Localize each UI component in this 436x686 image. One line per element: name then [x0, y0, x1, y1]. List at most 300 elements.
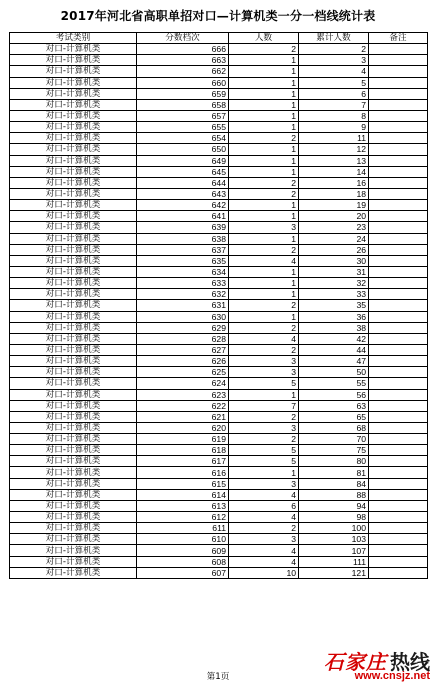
header-remarks: 备注	[369, 33, 428, 44]
table-row	[10, 133, 428, 144]
table-row	[10, 512, 428, 523]
cell-score: 616	[137, 467, 229, 478]
cell-category: 对口-计算机类	[10, 445, 137, 456]
cell-score: 629	[137, 322, 229, 333]
cell-category: 对口-计算机类	[10, 278, 137, 289]
cell-score: 657	[137, 110, 229, 121]
cell-remarks	[369, 200, 428, 211]
cell-score: 658	[137, 99, 229, 110]
cell-count: 1	[229, 99, 299, 110]
watermark-hot: 热线	[390, 650, 430, 674]
cell-count: 2	[229, 322, 299, 333]
table-row	[10, 144, 428, 155]
cell-count: 3	[229, 367, 299, 378]
cell-category: 对口-计算机类	[10, 311, 137, 322]
cell-category: 对口-计算机类	[10, 422, 137, 433]
table-row	[10, 434, 428, 445]
cell-category: 对口-计算机类	[10, 333, 137, 344]
cell-count: 3	[229, 422, 299, 433]
table-row	[10, 556, 428, 567]
cell-score: 644	[137, 177, 229, 188]
cell-remarks	[369, 133, 428, 144]
cell-count: 2	[229, 344, 299, 355]
cell-remarks	[369, 122, 428, 133]
cell-count: 2	[229, 434, 299, 445]
cell-category: 对口-计算机类	[10, 378, 137, 389]
cell-count: 2	[229, 300, 299, 311]
cell-category: 对口-计算机类	[10, 434, 137, 445]
cell-category: 对口-计算机类	[10, 512, 137, 523]
cell-cumulative: 44	[299, 344, 369, 355]
cell-remarks	[369, 110, 428, 121]
cell-cumulative: 80	[299, 456, 369, 467]
cell-remarks	[369, 222, 428, 233]
cell-remarks	[369, 255, 428, 266]
cell-remarks	[369, 322, 428, 333]
cell-remarks	[369, 400, 428, 411]
table-row	[10, 467, 428, 478]
cell-count: 1	[229, 278, 299, 289]
cell-score: 643	[137, 188, 229, 199]
table-row	[10, 489, 428, 500]
cell-count: 2	[229, 177, 299, 188]
table-row	[10, 88, 428, 99]
cell-score: 615	[137, 478, 229, 489]
cell-remarks	[369, 166, 428, 177]
cell-cumulative: 84	[299, 478, 369, 489]
cell-cumulative: 38	[299, 322, 369, 333]
cell-count: 10	[229, 567, 299, 578]
cell-cumulative: 47	[299, 356, 369, 367]
cell-cumulative: 11	[299, 133, 369, 144]
cell-score: 608	[137, 556, 229, 567]
cell-score: 619	[137, 434, 229, 445]
cell-count: 3	[229, 478, 299, 489]
cell-cumulative: 2	[299, 44, 369, 55]
table-row	[10, 534, 428, 545]
cell-remarks	[369, 266, 428, 277]
cell-remarks	[369, 523, 428, 534]
cell-remarks	[369, 545, 428, 556]
cell-remarks	[369, 344, 428, 355]
cell-remarks	[369, 77, 428, 88]
cell-remarks	[369, 311, 428, 322]
cell-score: 663	[137, 55, 229, 66]
cell-cumulative: 31	[299, 266, 369, 277]
cell-cumulative: 68	[299, 422, 369, 433]
cell-score: 607	[137, 567, 229, 578]
table-row	[10, 567, 428, 578]
cell-score: 610	[137, 534, 229, 545]
cell-category: 对口-计算机类	[10, 99, 137, 110]
cell-category: 对口-计算机类	[10, 500, 137, 511]
cell-cumulative: 30	[299, 255, 369, 266]
cell-category: 对口-计算机类	[10, 556, 137, 567]
cell-count: 1	[229, 467, 299, 478]
cell-cumulative: 88	[299, 489, 369, 500]
table-row	[10, 311, 428, 322]
cell-remarks	[369, 144, 428, 155]
cell-count: 1	[229, 66, 299, 77]
table-row	[10, 66, 428, 77]
cell-cumulative: 63	[299, 400, 369, 411]
cell-score: 649	[137, 155, 229, 166]
table-row	[10, 244, 428, 255]
cell-count: 1	[229, 144, 299, 155]
cell-count: 1	[229, 266, 299, 277]
watermark-brand: 石家庄	[324, 650, 387, 674]
watermark-url: www.cnsjz.net	[354, 670, 430, 682]
cell-score: 641	[137, 211, 229, 222]
table-row	[10, 200, 428, 211]
cell-cumulative: 32	[299, 278, 369, 289]
cell-count: 3	[229, 356, 299, 367]
table-row	[10, 478, 428, 489]
cell-cumulative: 98	[299, 512, 369, 523]
cell-category: 对口-计算机类	[10, 66, 137, 77]
cell-score: 621	[137, 411, 229, 422]
cell-category: 对口-计算机类	[10, 411, 137, 422]
cell-category: 对口-计算机类	[10, 110, 137, 121]
table-header-row	[10, 33, 428, 44]
cell-category: 对口-计算机类	[10, 322, 137, 333]
cell-score: 625	[137, 367, 229, 378]
document-title: 2017年河北省高职单招对口—计算机类一分一档线统计表	[60, 9, 376, 23]
cell-remarks	[369, 300, 428, 311]
table-row	[10, 422, 428, 433]
cell-count: 2	[229, 523, 299, 534]
cell-remarks	[369, 66, 428, 77]
cell-score: 659	[137, 88, 229, 99]
cell-cumulative: 36	[299, 311, 369, 322]
table-row	[10, 278, 428, 289]
cell-score: 624	[137, 378, 229, 389]
cell-score: 620	[137, 422, 229, 433]
cell-remarks	[369, 467, 428, 478]
table-row	[10, 211, 428, 222]
cell-score: 612	[137, 512, 229, 523]
cell-score: 613	[137, 500, 229, 511]
cell-category: 对口-计算机类	[10, 367, 137, 378]
cell-score: 639	[137, 222, 229, 233]
cell-cumulative: 35	[299, 300, 369, 311]
cell-remarks	[369, 422, 428, 433]
cell-category: 对口-计算机类	[10, 177, 137, 188]
cell-cumulative: 3	[299, 55, 369, 66]
cell-remarks	[369, 177, 428, 188]
table-row	[10, 400, 428, 411]
cell-count: 1	[229, 155, 299, 166]
cell-count: 4	[229, 556, 299, 567]
cell-count: 3	[229, 222, 299, 233]
cell-remarks	[369, 278, 428, 289]
cell-remarks	[369, 445, 428, 456]
score-table	[9, 32, 428, 579]
cell-count: 4	[229, 255, 299, 266]
table-row	[10, 389, 428, 400]
cell-count: 2	[229, 188, 299, 199]
cell-remarks	[369, 367, 428, 378]
cell-cumulative: 50	[299, 367, 369, 378]
cell-count: 1	[229, 233, 299, 244]
cell-count: 1	[229, 77, 299, 88]
cell-cumulative: 13	[299, 155, 369, 166]
cell-remarks	[369, 378, 428, 389]
cell-remarks	[369, 289, 428, 300]
cell-cumulative: 26	[299, 244, 369, 255]
cell-category: 对口-计算机类	[10, 567, 137, 578]
table-row	[10, 445, 428, 456]
cell-remarks	[369, 456, 428, 467]
cell-count: 1	[229, 55, 299, 66]
cell-cumulative: 107	[299, 545, 369, 556]
cell-count: 1	[229, 211, 299, 222]
table-row	[10, 166, 428, 177]
cell-count: 1	[229, 166, 299, 177]
cell-cumulative: 8	[299, 110, 369, 121]
cell-category: 对口-计算机类	[10, 211, 137, 222]
cell-remarks	[369, 211, 428, 222]
cell-score: 654	[137, 133, 229, 144]
cell-count: 3	[229, 534, 299, 545]
cell-category: 对口-计算机类	[10, 389, 137, 400]
cell-score: 628	[137, 333, 229, 344]
cell-score: 642	[137, 200, 229, 211]
cell-remarks	[369, 155, 428, 166]
cell-count: 7	[229, 400, 299, 411]
cell-score: 622	[137, 400, 229, 411]
cell-remarks	[369, 44, 428, 55]
table-row	[10, 456, 428, 467]
cell-count: 1	[229, 311, 299, 322]
cell-count: 2	[229, 244, 299, 255]
cell-remarks	[369, 88, 428, 99]
table-row	[10, 344, 428, 355]
cell-cumulative: 20	[299, 211, 369, 222]
cell-category: 对口-计算机类	[10, 534, 137, 545]
cell-category: 对口-计算机类	[10, 344, 137, 355]
cell-cumulative: 70	[299, 434, 369, 445]
table-row	[10, 356, 428, 367]
cell-category: 对口-计算机类	[10, 456, 137, 467]
cell-remarks	[369, 99, 428, 110]
cell-score: 632	[137, 289, 229, 300]
cell-category: 对口-计算机类	[10, 478, 137, 489]
cell-score: 662	[137, 66, 229, 77]
table-row	[10, 233, 428, 244]
cell-cumulative: 65	[299, 411, 369, 422]
cell-category: 对口-计算机类	[10, 88, 137, 99]
cell-cumulative: 14	[299, 166, 369, 177]
cell-cumulative: 4	[299, 66, 369, 77]
cell-remarks	[369, 389, 428, 400]
cell-cumulative: 5	[299, 77, 369, 88]
cell-category: 对口-计算机类	[10, 255, 137, 266]
cell-count: 1	[229, 110, 299, 121]
cell-score: 660	[137, 77, 229, 88]
cell-remarks	[369, 188, 428, 199]
header-cumulative: 累计人数	[299, 33, 369, 44]
cell-count: 5	[229, 378, 299, 389]
table-row	[10, 300, 428, 311]
cell-score: 631	[137, 300, 229, 311]
cell-score: 609	[137, 545, 229, 556]
table-row	[10, 367, 428, 378]
cell-cumulative: 81	[299, 467, 369, 478]
cell-remarks	[369, 411, 428, 422]
cell-category: 对口-计算机类	[10, 200, 137, 211]
cell-category: 对口-计算机类	[10, 300, 137, 311]
cell-category: 对口-计算机类	[10, 244, 137, 255]
table-row	[10, 122, 428, 133]
table-row	[10, 44, 428, 55]
cell-cumulative: 6	[299, 88, 369, 99]
cell-category: 对口-计算机类	[10, 467, 137, 478]
cell-remarks	[369, 333, 428, 344]
cell-count: 1	[229, 88, 299, 99]
table-row	[10, 378, 428, 389]
cell-count: 4	[229, 489, 299, 500]
cell-category: 对口-计算机类	[10, 233, 137, 244]
cell-score: 630	[137, 311, 229, 322]
table-row	[10, 155, 428, 166]
cell-cumulative: 75	[299, 445, 369, 456]
cell-count: 2	[229, 411, 299, 422]
page-number: 第1页	[206, 672, 230, 682]
table-row	[10, 266, 428, 277]
cell-count: 5	[229, 445, 299, 456]
cell-category: 对口-计算机类	[10, 489, 137, 500]
cell-score: 626	[137, 356, 229, 367]
cell-count: 4	[229, 333, 299, 344]
cell-remarks	[369, 512, 428, 523]
table-row	[10, 77, 428, 88]
table-row	[10, 55, 428, 66]
cell-category: 对口-计算机类	[10, 166, 137, 177]
cell-cumulative: 9	[299, 122, 369, 133]
watermark-logo	[324, 646, 430, 682]
cell-cumulative: 24	[299, 233, 369, 244]
cell-category: 对口-计算机类	[10, 289, 137, 300]
cell-cumulative: 55	[299, 378, 369, 389]
table-row	[10, 500, 428, 511]
cell-score: 635	[137, 255, 229, 266]
cell-score: 614	[137, 489, 229, 500]
cell-remarks	[369, 556, 428, 567]
table-row	[10, 322, 428, 333]
table-row	[10, 545, 428, 556]
cell-count: 2	[229, 44, 299, 55]
cell-remarks	[369, 55, 428, 66]
cell-score: 638	[137, 233, 229, 244]
cell-cumulative: 56	[299, 389, 369, 400]
cell-cumulative: 7	[299, 99, 369, 110]
cell-cumulative: 18	[299, 188, 369, 199]
cell-cumulative: 16	[299, 177, 369, 188]
cell-score: 666	[137, 44, 229, 55]
cell-count: 5	[229, 456, 299, 467]
cell-category: 对口-计算机类	[10, 545, 137, 556]
cell-remarks	[369, 233, 428, 244]
cell-count: 1	[229, 200, 299, 211]
cell-category: 对口-计算机类	[10, 222, 137, 233]
table-row	[10, 177, 428, 188]
cell-score: 611	[137, 523, 229, 534]
cell-count: 1	[229, 122, 299, 133]
cell-remarks	[369, 356, 428, 367]
cell-remarks	[369, 567, 428, 578]
table-row	[10, 222, 428, 233]
table-row	[10, 110, 428, 121]
cell-category: 对口-计算机类	[10, 155, 137, 166]
cell-score: 617	[137, 456, 229, 467]
cell-cumulative: 42	[299, 333, 369, 344]
cell-count: 6	[229, 500, 299, 511]
cell-category: 对口-计算机类	[10, 523, 137, 534]
cell-category: 对口-计算机类	[10, 55, 137, 66]
header-score: 分数档次	[137, 33, 229, 44]
cell-remarks	[369, 244, 428, 255]
cell-count: 4	[229, 512, 299, 523]
cell-remarks	[369, 434, 428, 445]
cell-cumulative: 19	[299, 200, 369, 211]
cell-cumulative: 103	[299, 534, 369, 545]
cell-cumulative: 12	[299, 144, 369, 155]
table-row	[10, 255, 428, 266]
cell-remarks	[369, 534, 428, 545]
cell-cumulative: 94	[299, 500, 369, 511]
cell-cumulative: 23	[299, 222, 369, 233]
cell-category: 对口-计算机类	[10, 188, 137, 199]
cell-score: 618	[137, 445, 229, 456]
cell-category: 对口-计算机类	[10, 266, 137, 277]
cell-score: 637	[137, 244, 229, 255]
cell-count: 1	[229, 389, 299, 400]
table-body	[10, 44, 428, 579]
table-row	[10, 333, 428, 344]
cell-count: 4	[229, 545, 299, 556]
cell-cumulative: 100	[299, 523, 369, 534]
cell-category: 对口-计算机类	[10, 133, 137, 144]
table-row	[10, 411, 428, 422]
table-row	[10, 289, 428, 300]
cell-count: 1	[229, 289, 299, 300]
cell-category: 对口-计算机类	[10, 144, 137, 155]
cell-score: 623	[137, 389, 229, 400]
cell-category: 对口-计算机类	[10, 44, 137, 55]
cell-remarks	[369, 500, 428, 511]
cell-category: 对口-计算机类	[10, 400, 137, 411]
cell-score: 650	[137, 144, 229, 155]
cell-remarks	[369, 489, 428, 500]
table-row	[10, 188, 428, 199]
cell-score: 633	[137, 278, 229, 289]
cell-score: 634	[137, 266, 229, 277]
table-row	[10, 523, 428, 534]
cell-category: 对口-计算机类	[10, 356, 137, 367]
header-count: 人数	[229, 33, 299, 44]
cell-score: 655	[137, 122, 229, 133]
cell-count: 2	[229, 133, 299, 144]
cell-category: 对口-计算机类	[10, 77, 137, 88]
cell-cumulative: 111	[299, 556, 369, 567]
cell-score: 645	[137, 166, 229, 177]
table-row	[10, 99, 428, 110]
cell-category: 对口-计算机类	[10, 122, 137, 133]
cell-cumulative: 33	[299, 289, 369, 300]
cell-remarks	[369, 478, 428, 489]
cell-cumulative: 121	[299, 567, 369, 578]
